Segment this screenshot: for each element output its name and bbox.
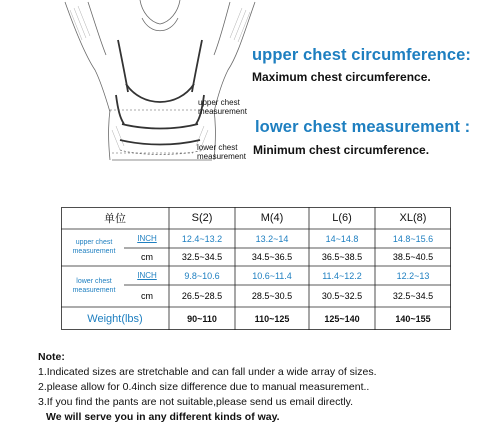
- lower-chest-label: lower chest measurement: [197, 143, 246, 161]
- upper-cm-s: 32.5~34.5: [181, 252, 223, 262]
- note-item-2: 2.please allow for 0.4inch size difference due to manual measurement..: [38, 381, 370, 393]
- lower-cm-l: 30.5~32.5: [321, 291, 363, 301]
- lower-cm-s: 26.5~28.5: [181, 291, 223, 301]
- upper-inch-l: 14~14.8: [325, 233, 359, 244]
- size-chart-table: [61, 207, 451, 330]
- row-label-weight: Weight(lbs): [87, 312, 143, 325]
- upper-cm-l: 36.5~38.5: [321, 252, 363, 262]
- lower-inch-l: 11.4~12.2: [322, 270, 362, 281]
- lower-cm-m: 28.5~30.5: [251, 291, 293, 301]
- size-header-s: S(2): [191, 212, 213, 224]
- lower-inch-xl: 12.2~13: [396, 270, 430, 281]
- unit-inch-lower: INCH: [137, 271, 157, 280]
- lower-inch-s: 9.8~10.6: [184, 270, 220, 281]
- size-header-l: L(6): [332, 212, 352, 224]
- upper-inch-s: 12.4~13.2: [181, 233, 223, 244]
- upper-cm-xl: 38.5~40.5: [392, 252, 434, 262]
- size-header-xl: XL(8): [399, 212, 427, 224]
- weight-m: 110~125: [254, 313, 290, 324]
- weight-xl: 140~155: [395, 313, 431, 324]
- weight-l: 125~140: [324, 313, 360, 324]
- upper-inch-m: 13.2~14: [255, 233, 289, 244]
- lower-chest-description: Minimum chest circumference.: [253, 143, 430, 157]
- upper-chest-description: Maximum chest circumference.: [252, 70, 431, 84]
- upper-inch-xl: 14.8~15.6: [392, 233, 434, 244]
- lower-chest-title: lower chest measurement :: [255, 118, 471, 136]
- note-closing: We will serve you in any different kinds of way.: [46, 411, 280, 423]
- weight-s: 90~110: [187, 313, 217, 324]
- row-label-upper-chest: upper chest measurement: [72, 239, 116, 255]
- row-label-lower-chest: lower chest measurement: [72, 278, 116, 294]
- upper-cm-m: 34.5~36.5: [251, 252, 293, 262]
- note-item-1: 1.Indicated sizes are stretchable and can fall under a wide array of sizes.: [38, 366, 377, 378]
- unit-inch-upper: INCH: [137, 234, 157, 243]
- upper-chest-title: upper chest circumference:: [252, 46, 472, 64]
- unit-cm-lower: cm: [141, 291, 153, 301]
- unit-cm-upper: cm: [141, 252, 153, 262]
- upper-chest-label: upper chest measurement: [198, 98, 247, 116]
- lower-cm-xl: 32.5~34.5: [392, 291, 434, 301]
- note-item-3: 3.If you find the pants are not suitable,please send us email directly.: [38, 396, 353, 408]
- size-header-m: M(4): [260, 212, 284, 224]
- lower-inch-m: 10.6~11.4: [252, 270, 292, 281]
- note-title: Note:: [38, 351, 65, 363]
- table-corner-unit: 单位: [104, 213, 126, 225]
